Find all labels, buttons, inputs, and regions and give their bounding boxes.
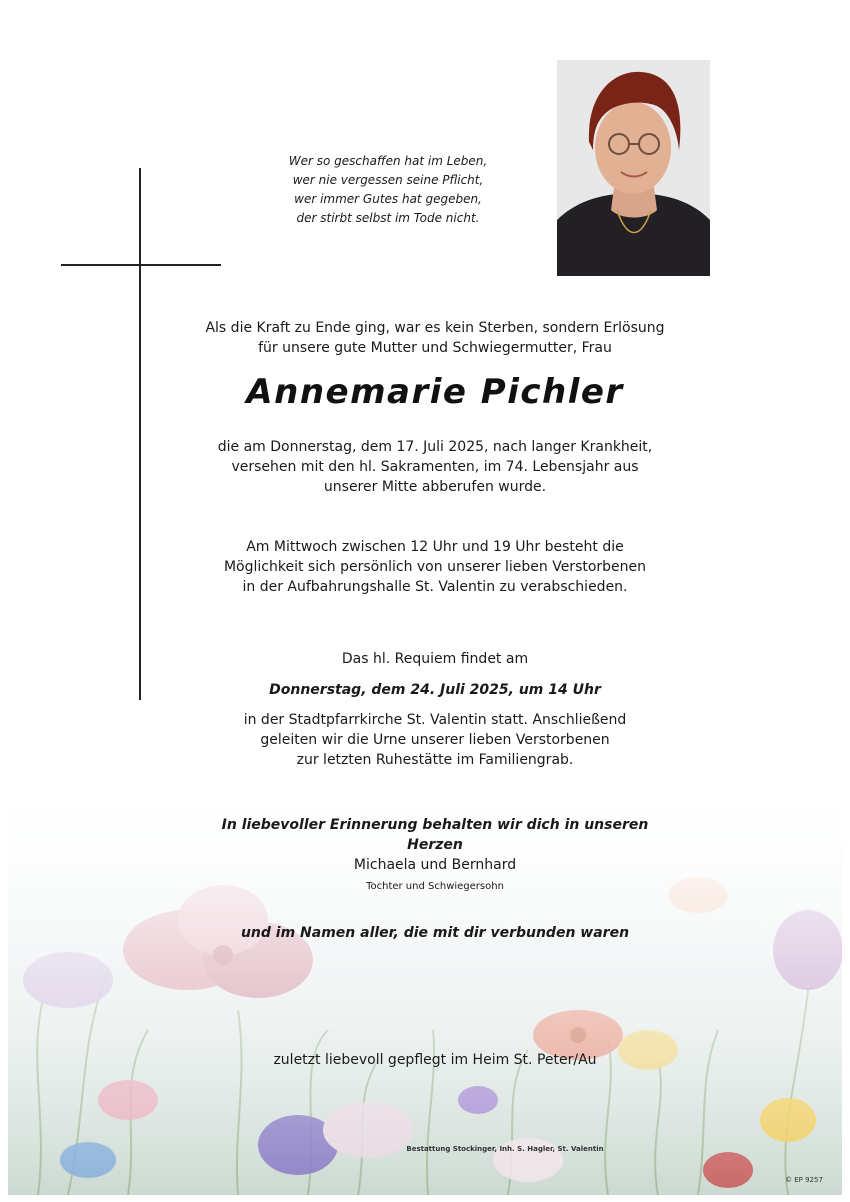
template-code: © EP 9257 xyxy=(785,1176,823,1184)
requiem-details xyxy=(205,710,665,770)
death-line: die am Donnerstag, dem 17. Juli 2025, nach langer Krankheit, xyxy=(217,439,653,455)
death-line: unserer Mitte abberufen wurde. xyxy=(323,479,547,495)
death-notice xyxy=(205,437,665,497)
requiem-intro: Das hl. Requiem findet am xyxy=(341,651,529,667)
poem-line: wer immer Gutes hat gegeben, xyxy=(294,192,482,206)
poem xyxy=(270,152,506,228)
portrait-photo xyxy=(557,60,710,276)
care-line: zuletzt liebevoll gepflegt im Heim St. Peter/Au xyxy=(273,1052,597,1068)
viewing-line: Möglichkeit sich persönlich von unserer lieben Verstorbenen xyxy=(223,559,647,575)
requiem-date: Donnerstag, dem 24. Juli 2025, um 14 Uhr xyxy=(269,682,601,698)
intro-text xyxy=(205,318,665,358)
poem-line: der stirbt selbst im Tode nicht. xyxy=(296,211,480,225)
cross-icon xyxy=(139,168,141,700)
mourner-relation: Tochter und Schwiegersohn xyxy=(366,881,504,892)
intro-line: für unsere gute Mutter und Schwiegermutter, Frau xyxy=(258,340,612,356)
mourner-names: Michaela und Bernhard xyxy=(353,857,517,873)
memory-line: In liebevoller Erinnerung behalten wir dich in unseren Herzen xyxy=(221,817,649,853)
viewing-notice xyxy=(205,537,665,597)
requiem-line: geleiten wir die Urne unserer lieben Verstorbenen xyxy=(260,732,610,748)
intro-line: Als die Kraft zu Ende ging, war es kein Sterben, sondern Erlösung xyxy=(205,320,665,336)
viewing-line: in der Aufbahrungshalle St. Valentin zu verabschieden. xyxy=(242,579,628,595)
requiem-line: zur letzten Ruhestätte im Familiengrab. xyxy=(296,752,574,768)
viewing-line: Am Mittwoch zwischen 12 Uhr und 19 Uhr besteht die xyxy=(246,539,624,555)
poem-line: Wer so geschaffen hat im Leben, xyxy=(288,154,488,168)
funeral-home-footer: Bestattung Stockinger, Inh. S. Hagler, St. Valentin xyxy=(406,1145,604,1153)
requiem-line: in der Stadtpfarrkirche St. Valentin statt. Anschließend xyxy=(243,712,627,728)
death-line: versehen mit den hl. Sakramenten, im 74. Lebensjahr aus xyxy=(231,459,639,475)
poem-line: wer nie vergessen seine Pflicht, xyxy=(292,173,484,187)
mourner-others: und im Namen aller, die mit dir verbunden waren xyxy=(240,925,630,941)
deceased-name: Annemarie Pichler xyxy=(246,372,624,412)
cross-crossbar xyxy=(61,264,221,266)
